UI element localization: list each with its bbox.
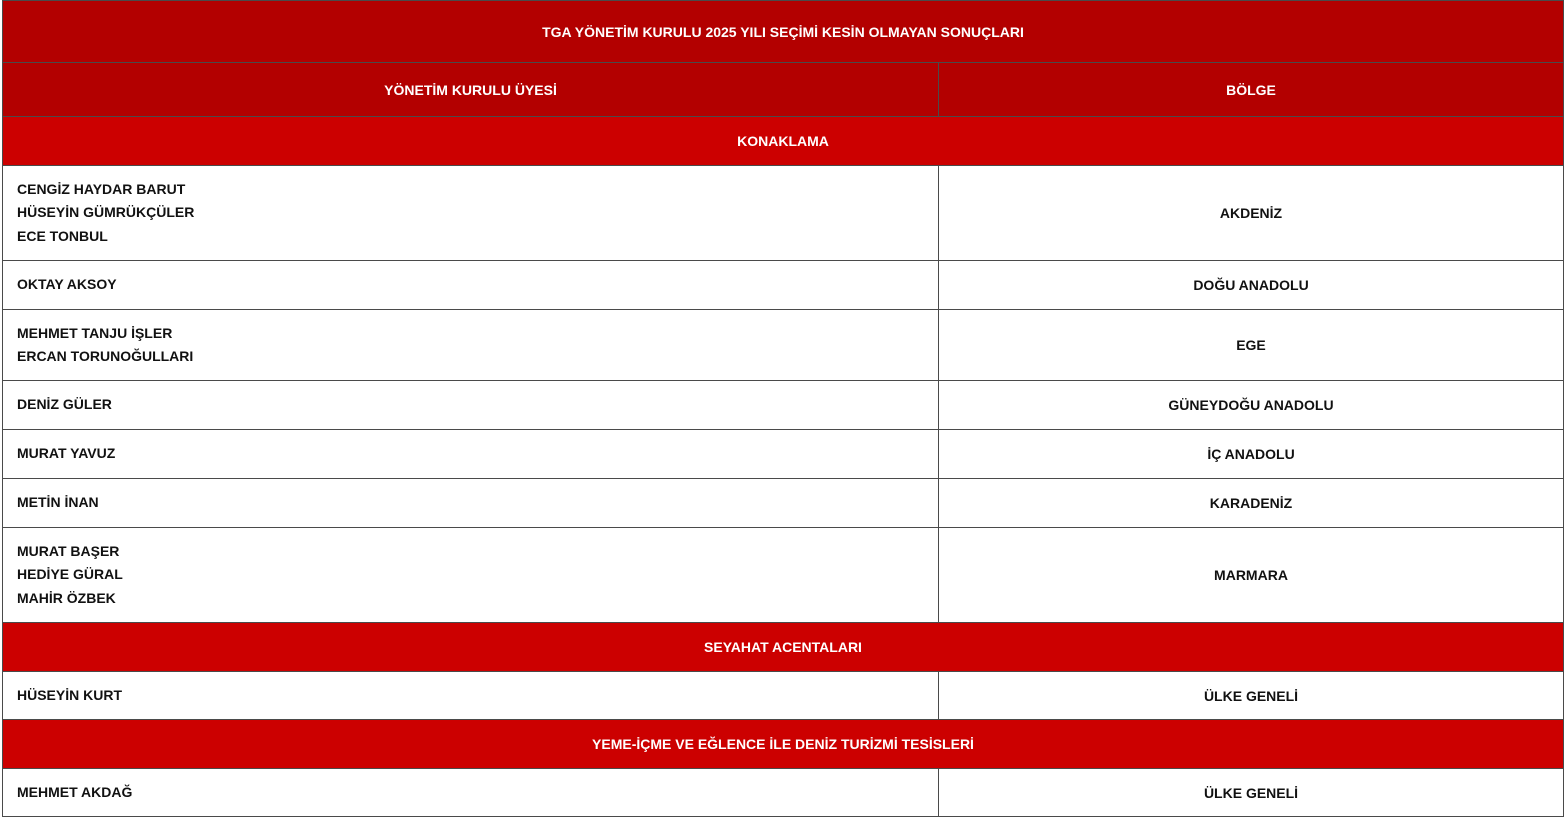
table-row — [3, 430, 1564, 479]
member-name: METİN İNAN — [17, 494, 99, 511]
region-cell: KARADENİZ — [939, 479, 1564, 528]
member-name: OKTAY AKSOY — [17, 276, 117, 293]
member-cell — [3, 479, 939, 528]
member-cell — [3, 381, 939, 430]
member-name: MEHMET TANJU İŞLER — [17, 324, 173, 341]
member-name: MURAT YAVUZ — [17, 445, 116, 462]
section-header-konaklama — [3, 117, 1564, 166]
table-row — [3, 261, 1564, 310]
region-cell: MARMARA — [939, 528, 1564, 623]
region-cell: ÜLKE GENELİ — [939, 672, 1564, 720]
table-row — [3, 479, 1564, 528]
table-row — [3, 769, 1564, 817]
member-name: MAHİR ÖZBEK — [17, 589, 116, 606]
section-title: KONAKLAMA — [3, 117, 1564, 166]
region-cell: DOĞU ANADOLU — [939, 261, 1564, 310]
member-name: MURAT BAŞER — [17, 542, 120, 559]
header-row — [3, 63, 1564, 117]
region-cell: ÜLKE GENELİ — [939, 769, 1564, 817]
member-name: ERCAN TORUNOĞULLARI — [17, 348, 194, 364]
region-cell: EGE — [939, 310, 1564, 381]
member-cell — [3, 166, 939, 261]
member-cell — [3, 528, 939, 623]
region-cell: GÜNEYDOĞU ANADOLU — [939, 381, 1564, 430]
member-cell — [3, 769, 939, 817]
column-header-region: BÖLGE — [939, 63, 1564, 117]
member-name: HÜSEYİN GÜMRÜKÇÜLER — [17, 204, 195, 221]
region-cell: AKDENİZ — [939, 166, 1564, 261]
member-name: HÜSEYİN KURT — [17, 686, 123, 703]
title-row — [3, 1, 1564, 63]
table-row — [3, 381, 1564, 430]
section-title: YEME-İÇME VE EĞLENCE İLE DENİZ TURİZMİ TESİSLERİ — [3, 720, 1564, 769]
member-name: DENİZ GÜLER — [17, 396, 112, 413]
region-cell: İÇ ANADOLU — [939, 430, 1564, 479]
table-row — [3, 672, 1564, 720]
section-header-seyahat-acentalari — [3, 623, 1564, 672]
table-title: TGA YÖNETİM KURULU 2025 YILI SEÇİMİ KESİN OLMAYAN SONUÇLARI — [3, 1, 1564, 63]
member-cell — [3, 430, 939, 479]
member-cell — [3, 672, 939, 720]
column-header-member: YÖNETİM KURULU ÜYESİ — [3, 63, 939, 117]
member-cell — [3, 310, 939, 381]
member-name: ECE TONBUL — [17, 227, 108, 244]
member-name: HEDİYE GÜRAL — [17, 566, 123, 583]
member-cell — [3, 261, 939, 310]
table-row — [3, 528, 1564, 623]
table-row — [3, 310, 1564, 381]
section-header-yeme-icme — [3, 720, 1564, 769]
table-row — [3, 166, 1564, 261]
section-title: SEYAHAT ACENTALARI — [3, 623, 1564, 672]
member-name: MEHMET AKDAĞ — [17, 783, 133, 800]
results-table — [2, 0, 1564, 817]
member-name: CENGİZ HAYDAR BARUT — [17, 180, 186, 197]
